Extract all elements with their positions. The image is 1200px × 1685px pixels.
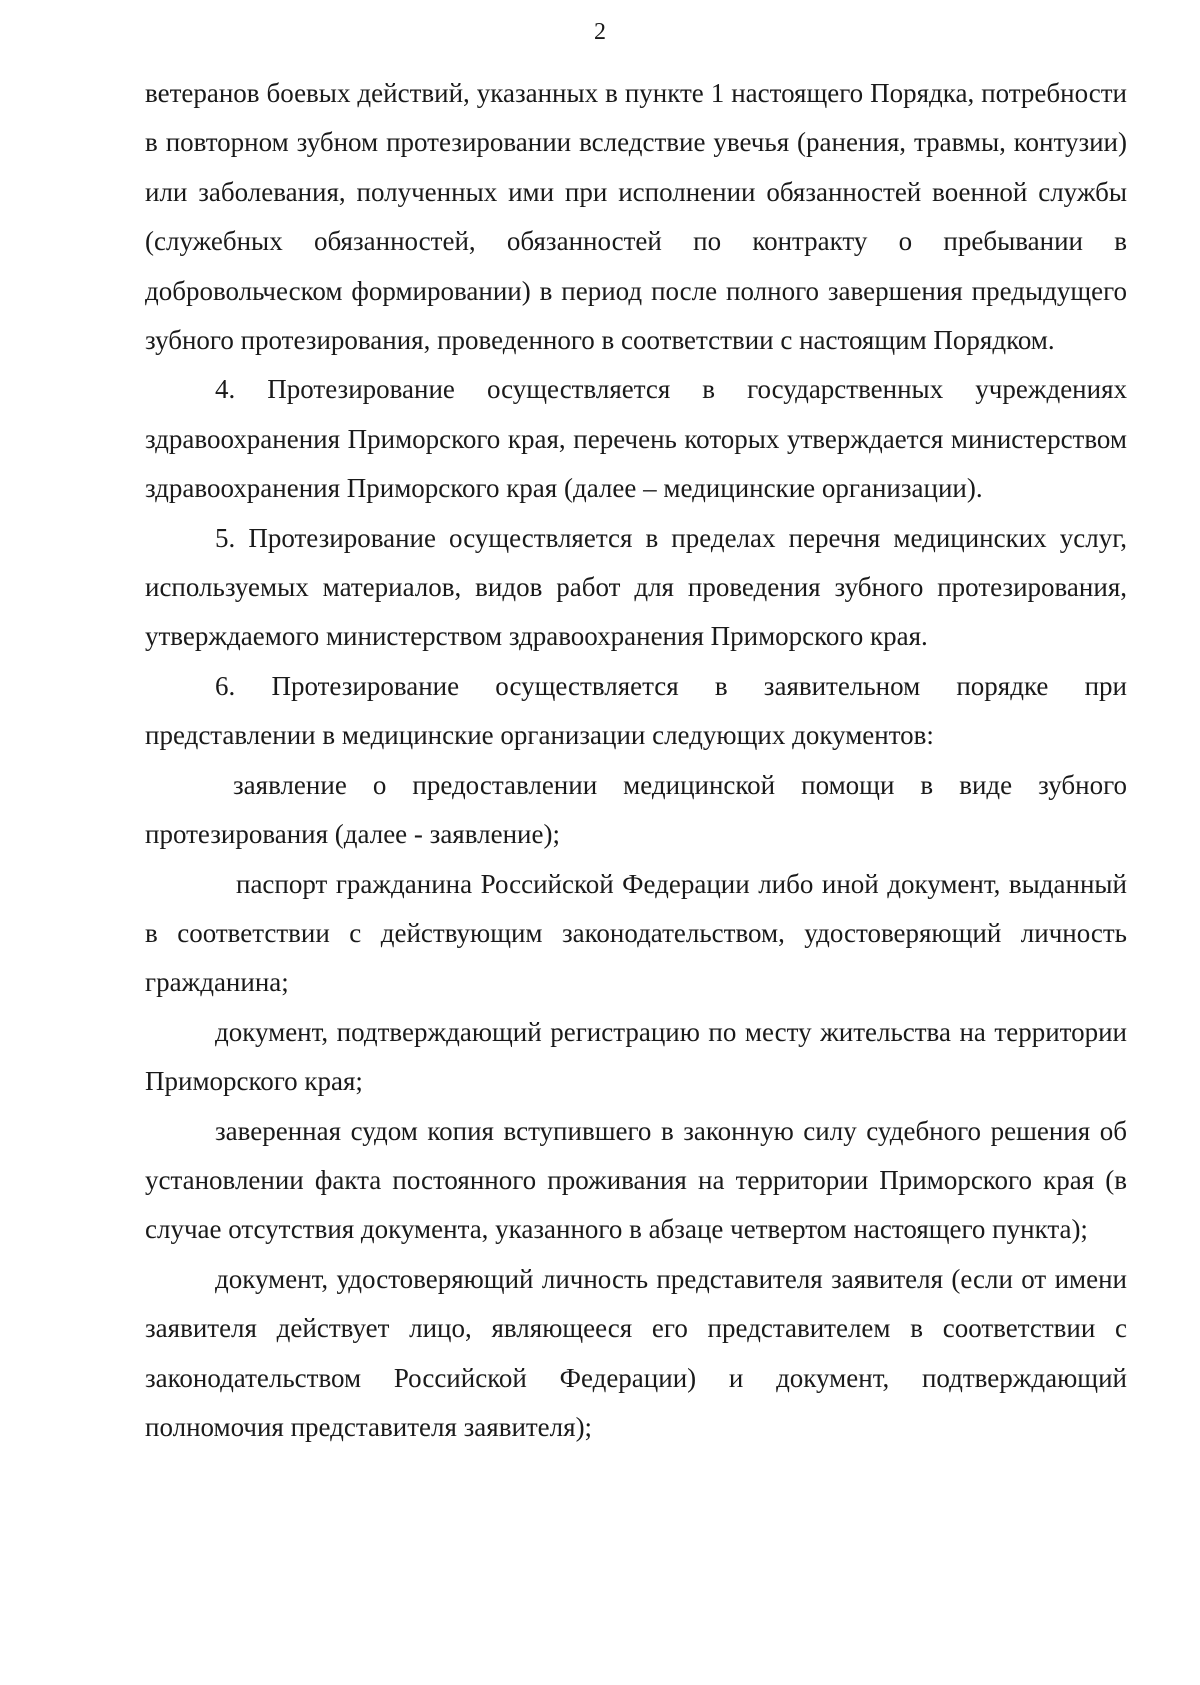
paragraph-item-4: 4. Протезирование осуществляется в государственных учреждениях здравоохранения Приморского края, перечень которых утверждается министерством здравоохранения Приморского края (далее – медицинские организации). (145, 374, 1127, 504)
paragraph-continuation: ветеранов боевых действий, указанных в пункте 1 настоящего Порядка, потребности в повторном зубном протезировании вследствие увечья (ранения, травмы, контузии) или заболевания, полученных ими при исполнении обязанностей военной службы (служебных обязанностей, обязанностей по контракту о пребывании в добровольческом формировании) в период после полного завершения предыдущего зубного протезирования, проведенного в соответствии с настоящим Порядком. (145, 78, 1127, 356)
document-list-item-representative: документ, удостоверяющий личность представителя заявителя (если от имени заявителя действует лицо, являющееся его представителем в соответствии с законодательством Российской Федерации) и документ, подтверждающий полномочия представителя заявителя); (145, 1263, 1127, 1442)
document-body (145, 69, 1127, 1452)
document-list-item-passport: паспорт гражданина Российской Федерации либо иной документ, выданный в соответствии с действующим законодательством, удостоверяющий личность гражданина; (145, 868, 1127, 998)
document-list-item-court-decision: заверенная судом копия вступившего в законную силу судебного решения об установлении факта постоянного проживания на территории Приморского края (в случае отсутствия документа, указанного в абзаце четвертом настоящего пункта); (145, 1115, 1127, 1245)
document-list-item-registration: документ, подтверждающий регистрацию по месту жительства на территории Приморского края; (145, 1016, 1127, 1097)
document-list-item-application: заявление о предоставлении медицинской помощи в виде зубного протезирования (далее - заявление); (145, 769, 1127, 850)
page-number: 2 (594, 19, 606, 45)
paragraph-item-5: 5. Протезирование осуществляется в пределах перечня медицинских услуг, используемых материалов, видов работ для проведения зубного протезирования, утверждаемого министерством здравоохранения Приморского края. (145, 522, 1127, 652)
paragraph-item-6: 6. Протезирование осуществляется в заявительном порядке при представлении в медицинские организации следующих документов: (145, 670, 1127, 751)
